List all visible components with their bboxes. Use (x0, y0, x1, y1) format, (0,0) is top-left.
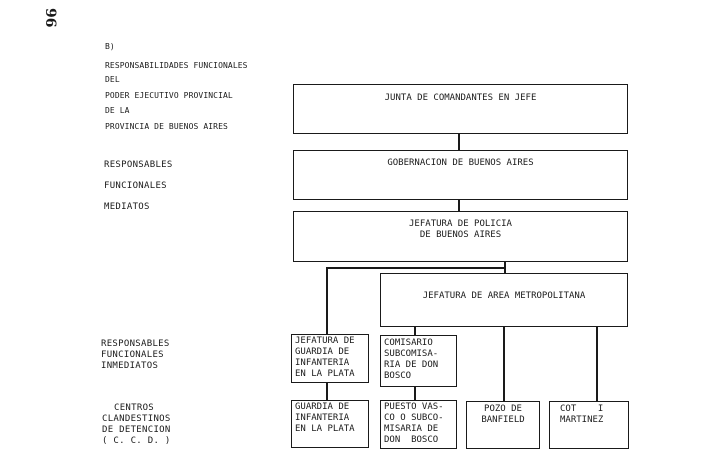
label-ccd-4: ( C. C. D. ) (102, 436, 171, 446)
connector-gobernacion-policia (458, 200, 460, 211)
connector-branch-horizontal (326, 267, 506, 269)
page-number: 96 (42, 8, 58, 28)
box-gobernacion-label: GOBERNACION DE BUENOS AIRES (387, 158, 534, 168)
box-area-metropolitana (380, 273, 628, 327)
header-line-4: DE LA (105, 106, 130, 115)
header-line-5: PROVINCIA DE BUENOS AIRES (105, 122, 228, 131)
box-cot-martinez-label: COT I MARTINEZ (560, 404, 604, 425)
connector-to-jefatura-guardia (326, 267, 328, 334)
box-gobernacion (293, 150, 628, 200)
label-ccd-3: DE DETENCION (102, 425, 171, 435)
section-label: B) (105, 42, 115, 51)
connector-area-pozo (503, 327, 505, 401)
label-ccd-2: CLANDESTINOS (102, 414, 171, 424)
header-line-1: RESPONSABILIDADES FUNCIONALES (105, 61, 248, 70)
box-jefatura-policia (293, 211, 628, 262)
box-jefatura-guardia-infanteria (291, 334, 369, 383)
label-ccd-1: CENTROS (114, 403, 155, 413)
box-junta-comandantes (293, 84, 628, 134)
box-guardia-infanteria-ccd (291, 400, 369, 448)
label-mediatos-1: RESPONSABLES (104, 160, 173, 170)
box-puesto-vasco (380, 400, 457, 449)
label-inmediatos-2: FUNCIONALES (101, 350, 164, 360)
box-comisario-label: COMISARIO SUBCOMISA- RIA DE DON BOSCO (384, 338, 439, 381)
label-inmediatos-1: RESPONSABLES (101, 339, 170, 349)
header-line-2: DEL (105, 75, 120, 84)
connector-guardia-ccd (326, 383, 328, 400)
box-cot-martinez (549, 401, 629, 449)
connector-area-cot (596, 327, 598, 401)
connector-junta-gobernacion (458, 134, 460, 150)
box-jefatura-guardia-label: JEFATURA DE GUARDIA DE INFANTERIA EN LA PLATA (295, 336, 355, 379)
box-pozo-banfield (466, 401, 540, 449)
box-comisario-don-bosco (380, 335, 457, 387)
label-mediatos-3: MEDIATOS (104, 202, 150, 212)
header-line-3: PODER EJECUTIVO PROVINCIAL (105, 91, 233, 100)
label-inmediatos-3: INMEDIATOS (101, 361, 159, 371)
box-junta-label: JUNTA DE COMANDANTES EN JEFE (384, 93, 537, 103)
box-pozo-banfield-label: POZO DE BANFIELD (481, 404, 525, 425)
box-area-metropolitana-label: JEFATURA DE AREA METROPOLITANA (422, 291, 586, 301)
box-jefatura-policia-label: JEFATURA DE POLICIA DE BUENOS AIRES (409, 219, 512, 240)
label-mediatos-2: FUNCIONALES (104, 181, 167, 191)
connector-area-comisario (414, 327, 416, 335)
box-guardia-ccd-label: GUARDIA DE INFANTERIA EN LA PLATA (295, 402, 355, 434)
connector-comisario-puesto (414, 387, 416, 400)
box-puesto-vasco-label: PUESTO VAS- CO O SUBCO- MISARIA DE DON BOSCO (384, 402, 444, 445)
